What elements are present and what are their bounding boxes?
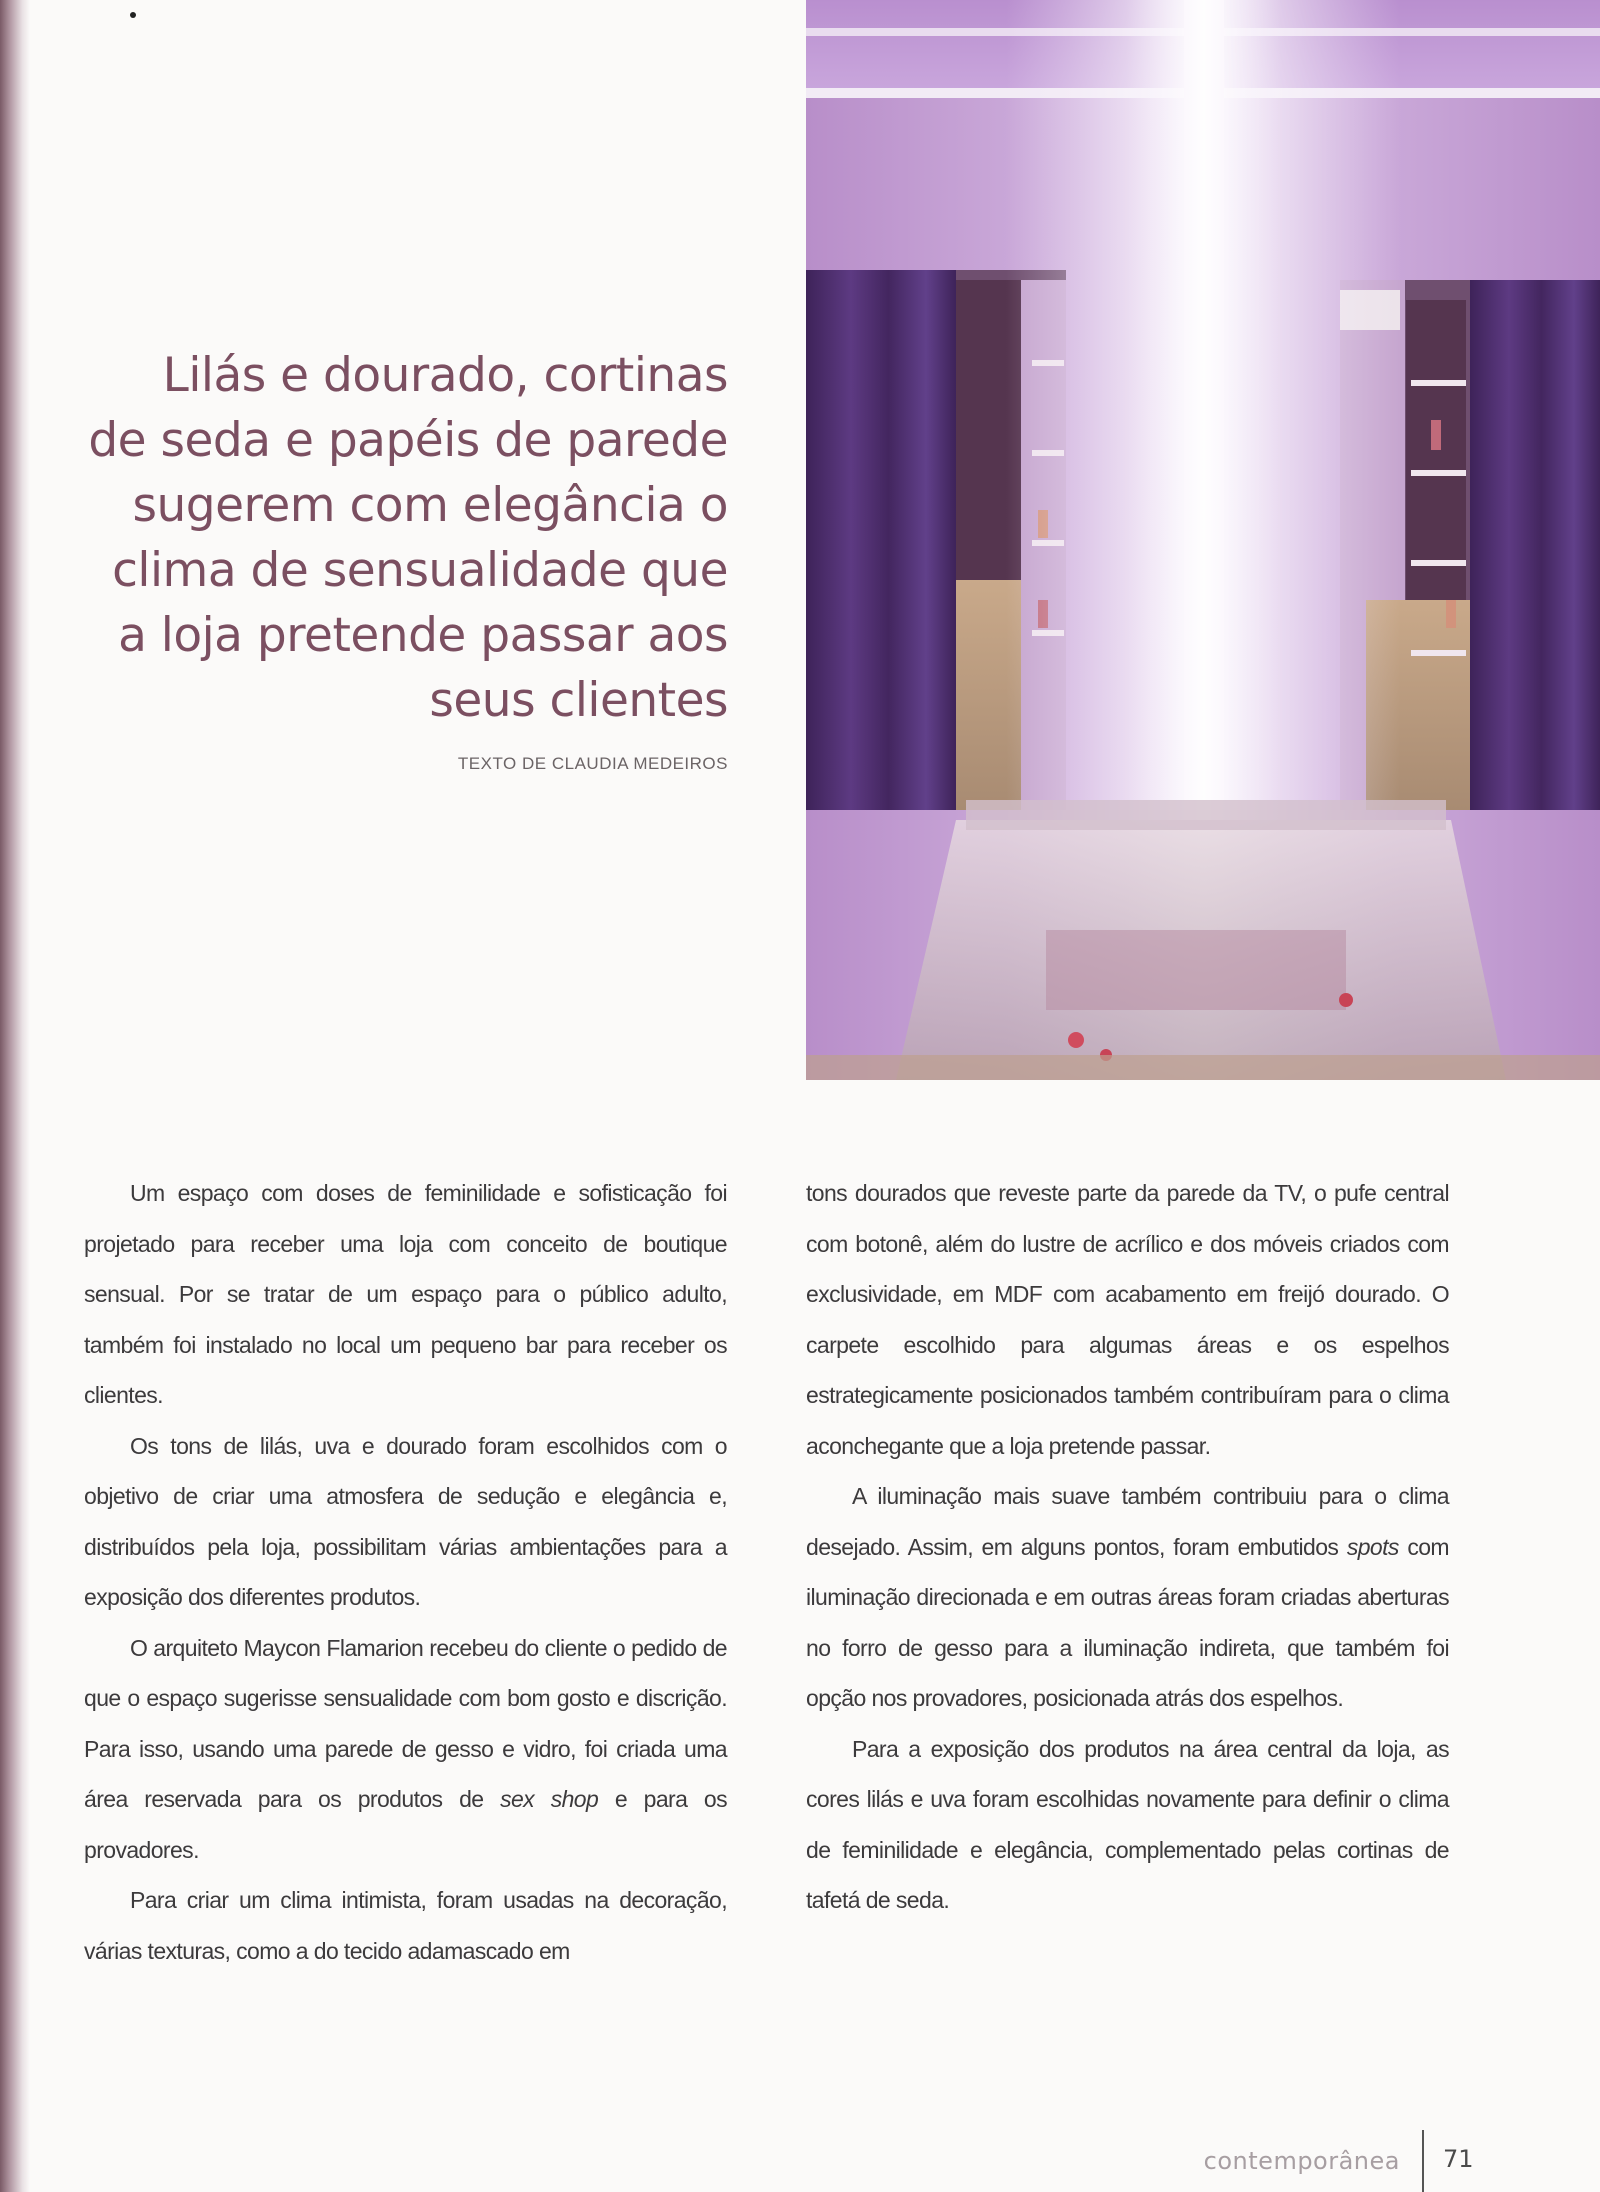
paragraph: Para criar um clima intimista, foram usadas na decoração, várias texturas, como a do tecido adamascado em	[84, 1887, 727, 1964]
paragraph-text: e para os provadores.	[84, 1786, 727, 1863]
body-column-right	[806, 1168, 1449, 1926]
italic-term: sex shop	[500, 1786, 599, 1812]
headline-line: clima de sensualidade que	[112, 543, 728, 598]
page-number: 71	[1443, 2145, 1474, 2173]
paragraph-text: com iluminação direcionada e em outras áreas foram criadas aberturas no forro de gesso para a iluminação indireta, que também foi opção nos provadores, posicionada atrás dos espelhos.	[806, 1533, 1449, 1711]
paragraph-text: A iluminação mais suave também contribuiu para o clima desejado. Assim, em alguns pontos, foram embutidos	[806, 1483, 1449, 1560]
paragraph: Um espaço com doses de feminilidade e sofisticação foi projetado para receber uma loja com conceito de boutique sensual. Por se tratar de um espaço para o público adulto, também foi instalado no local um pequeno bar para receber os clientes.	[84, 1180, 727, 1408]
paragraph: Os tons de lilás, uva e dourado foram escolhidos com o objetivo de criar uma atmosfera de sedução e elegância e, distribuídos pela loja, possibilitam várias ambientações para a exposição dos diferentes produtos.	[84, 1432, 727, 1610]
headline-line: seus clientes	[429, 673, 728, 728]
paragraph: Para a exposição dos produtos na área central da loja, as cores lilás e uva foram escolhidas novamente para definir o clima de feminilidade e elegância, complementado pelas cortinas de tafetá de seda.	[806, 1735, 1449, 1913]
print-speck	[130, 12, 136, 18]
headline-line: Lilás e dourado, cortinas	[162, 348, 728, 403]
body-column-left	[84, 1168, 727, 1976]
headline-line: sugerem com elegância o	[132, 478, 728, 533]
paragraph-text: O arquiteto Maycon Flamarion recebeu do cliente o pedido de que o espaço sugerisse sensualidade com bom gosto e discrição. Para isso, usando uma parede de gesso e vidro, foi criada uma área reservada para os produtos de	[84, 1634, 727, 1812]
italic-term: spots	[1346, 1533, 1399, 1560]
page-spine-shadow	[0, 0, 30, 2192]
headline-line: de seda e papéis de parede	[88, 413, 728, 468]
article-byline: TEXTO DE CLAUDIA MEDEIROS	[457, 754, 728, 773]
article-headline	[80, 343, 728, 733]
magazine-brand: contemporânea	[1203, 2147, 1400, 2175]
paragraph: tons dourados que reveste parte da parede da TV, o pufe central com botonê, além do lustre de acrílico e dos móveis criados com exclusividade, em MDF com acabamento em freijó dourado. O carpete escolhido para algumas áreas e os espelhos estrategicamente posicionados também contribuíram para o clima aconchegante que a loja pretende passar.	[806, 1180, 1449, 1459]
footer-divider	[1422, 2130, 1424, 2192]
store-interior-photo	[806, 0, 1600, 1080]
paragraph	[84, 1623, 727, 1876]
paragraph	[806, 1471, 1449, 1724]
headline-line: a loja pretende passar aos	[118, 608, 728, 663]
